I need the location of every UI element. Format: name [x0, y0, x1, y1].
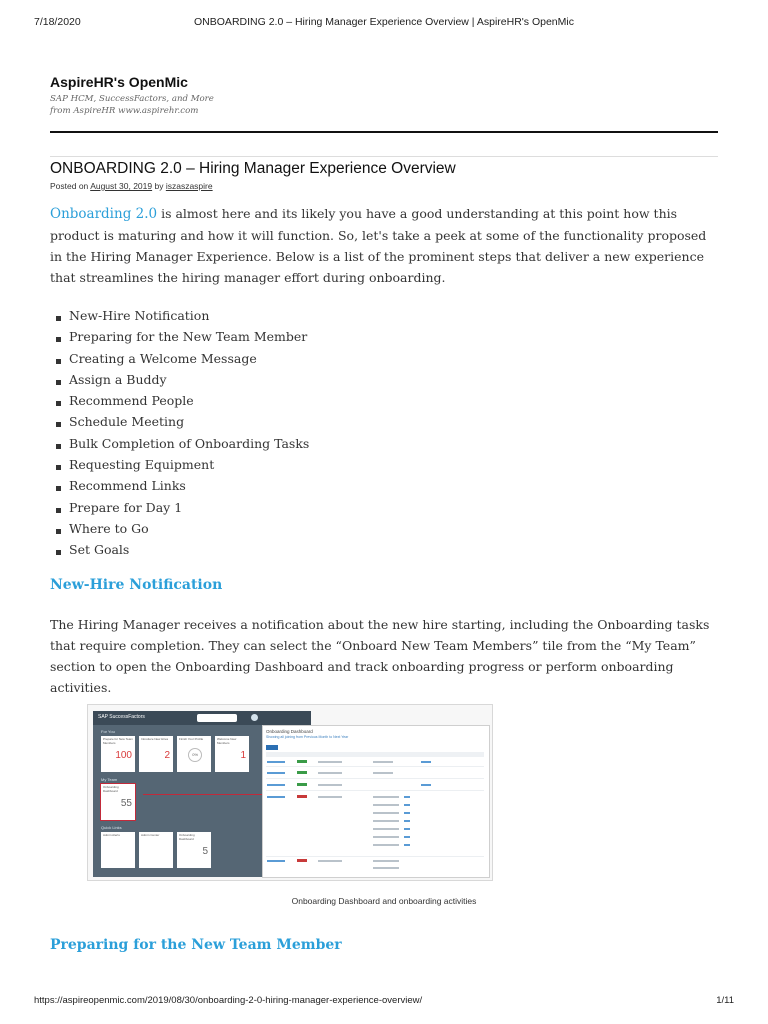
table-row — [266, 856, 484, 857]
intro-text: is almost here and its likely you have a good understanding at this point how this product is maturing and how it will function. So, let's take a peek at some of the functionality proposed in the Hiring Manager Experience. Below is a list of the prominent steps that deliver a new experience that streamlines the hiring manager effort during onboarding. — [50, 206, 707, 285]
table-cell — [373, 836, 399, 838]
list-item: Where to Go — [50, 518, 309, 539]
dashboard-table-header — [266, 752, 484, 757]
list-item: Schedule Meeting — [50, 411, 309, 432]
tile — [139, 736, 173, 772]
tagline-line-1: SAP HCM, SuccessFactors, and More — [50, 94, 214, 104]
sf-logo: SAP SuccessFactors — [98, 714, 145, 720]
section-label-my-team: My Team — [101, 777, 118, 782]
avatar — [251, 714, 258, 721]
list-item: Recommend Links — [50, 475, 309, 496]
dashboard-title: Onboarding Dashboard — [266, 729, 313, 734]
by-label: by — [154, 181, 164, 191]
table-cell — [373, 804, 399, 806]
tile — [101, 832, 135, 868]
tile-value: 5 — [202, 846, 208, 857]
connector-line — [143, 794, 263, 795]
onboarding-link[interactable]: Onboarding 2.0 — [50, 206, 158, 222]
section-heading-preparing: Preparing for the New Team Member — [50, 937, 342, 953]
status-badge — [297, 771, 307, 774]
table-row — [266, 778, 484, 779]
table-cell — [267, 860, 285, 862]
steps-list — [50, 305, 309, 561]
search-field-mock — [197, 714, 237, 722]
list-item: Preparing for the New Team Member — [50, 326, 309, 347]
list-item: Recommend People — [50, 390, 309, 411]
table-cell — [421, 784, 431, 786]
tile-label: Finish Your Profile — [179, 737, 204, 741]
sf-top-bar — [93, 711, 311, 725]
tile-label: Welcome New Members — [217, 737, 237, 745]
tile — [177, 832, 211, 868]
table-cell — [373, 812, 399, 814]
tile-value: 0% — [192, 752, 198, 757]
table-cell — [373, 761, 393, 763]
table-cell — [318, 860, 342, 862]
post-author-link[interactable]: iszaszaspire — [165, 181, 213, 191]
table-cell — [267, 796, 285, 798]
list-item: Requesting Equipment — [50, 454, 309, 475]
table-cell — [404, 836, 410, 838]
table-cell — [373, 796, 399, 798]
table-cell — [373, 820, 399, 822]
post-meta — [50, 181, 213, 191]
tile — [215, 736, 249, 772]
list-item: New-Hire Notification — [50, 305, 309, 326]
post-date-link[interactable]: August 30, 2019 — [90, 181, 153, 191]
table-cell — [373, 828, 399, 830]
page-number: 1/11 — [716, 995, 734, 1006]
status-badge — [297, 760, 307, 763]
table-cell — [373, 867, 399, 869]
tile-value: 1 — [240, 750, 246, 761]
print-document-title: ONBOARDING 2.0 – Hiring Manager Experience Overview | AspireHR's OpenMic — [194, 16, 574, 28]
post-divider — [50, 156, 718, 157]
table-cell — [404, 804, 410, 806]
tile-value: 100 — [115, 750, 132, 761]
list-item: Set Goals — [50, 539, 309, 560]
table-cell — [318, 772, 342, 774]
section-label-apps: Quick Links — [101, 825, 122, 830]
status-badge — [297, 783, 307, 786]
print-date: 7/18/2020 — [34, 16, 81, 28]
list-item: Creating a Welcome Message — [50, 348, 309, 369]
tile-label: Introduce New Hires — [141, 737, 169, 741]
table-cell — [404, 820, 410, 822]
table-row — [266, 766, 484, 767]
table-cell — [318, 796, 342, 798]
posted-on-label: Posted on — [50, 181, 89, 191]
dashboard-subtitle: Showing all joining from Previous Month to Next Year — [266, 735, 349, 739]
table-cell — [421, 761, 431, 763]
table-cell — [267, 772, 285, 774]
tile-label: Admin Alerts — [103, 833, 120, 837]
table-cell — [404, 812, 410, 814]
tile — [101, 736, 135, 772]
onboarding-dashboard-tile — [101, 784, 135, 820]
status-badge — [297, 859, 307, 862]
tile-value: 2 — [164, 750, 170, 761]
post-title: ONBOARDING 2.0 – Hiring Manager Experience Overview — [50, 160, 456, 177]
tagline-line-2: from AspireHR www.aspirehr.com — [50, 106, 199, 116]
table-cell — [267, 761, 285, 763]
site-title-link[interactable]: AspireHR's OpenMic — [50, 74, 188, 90]
header-divider — [50, 131, 718, 133]
section-paragraph: The Hiring Manager receives a notification about the new hire starting, including the Onboarding tasks that require completion. They can select the “Onboard New Team Members” tile from the “My Team” section to open the Onboarding Dashboard and track onboarding progress or perform onboarding activities. — [50, 617, 710, 695]
table-cell — [267, 784, 285, 786]
print-header — [34, 16, 734, 30]
list-item: Bulk Completion of Onboarding Tasks — [50, 433, 309, 454]
tile-label: Onboarding Dashboard — [179, 833, 195, 841]
dashboard-screenshot — [87, 704, 493, 881]
table-cell — [404, 828, 410, 830]
print-footer — [34, 995, 734, 1009]
dashboard-panel-mock — [262, 725, 490, 878]
tile-label: Admin Center — [141, 833, 160, 837]
tile — [139, 832, 173, 868]
dashboard-tab — [266, 745, 278, 750]
table-cell — [404, 844, 410, 846]
table-cell — [373, 844, 399, 846]
table-cell — [318, 761, 342, 763]
tile-label: Prepare for New Team Members — [103, 737, 133, 745]
site-tagline — [50, 93, 270, 117]
tile-value: 55 — [120, 798, 132, 809]
section-heading-new-hire-notification: New-Hire Notification — [50, 577, 223, 593]
print-url: https://aspireopenmic.com/2019/08/30/onboarding-2-0-hiring-manager-experience-overview/ — [34, 995, 423, 1006]
list-item: Prepare for Day 1 — [50, 497, 309, 518]
section-label-for-you: For You — [101, 729, 115, 734]
status-badge — [297, 795, 307, 798]
figure-caption: Onboarding Dashboard and onboarding activities — [291, 896, 477, 906]
table-cell — [318, 784, 342, 786]
table-cell — [373, 860, 399, 862]
tile-label: Onboarding Dashboard — [103, 785, 119, 793]
list-item: Assign a Buddy — [50, 369, 309, 390]
table-row — [266, 790, 484, 791]
tile — [177, 736, 211, 772]
table-cell — [373, 772, 393, 774]
table-cell — [404, 796, 410, 798]
intro-paragraph — [50, 203, 718, 288]
